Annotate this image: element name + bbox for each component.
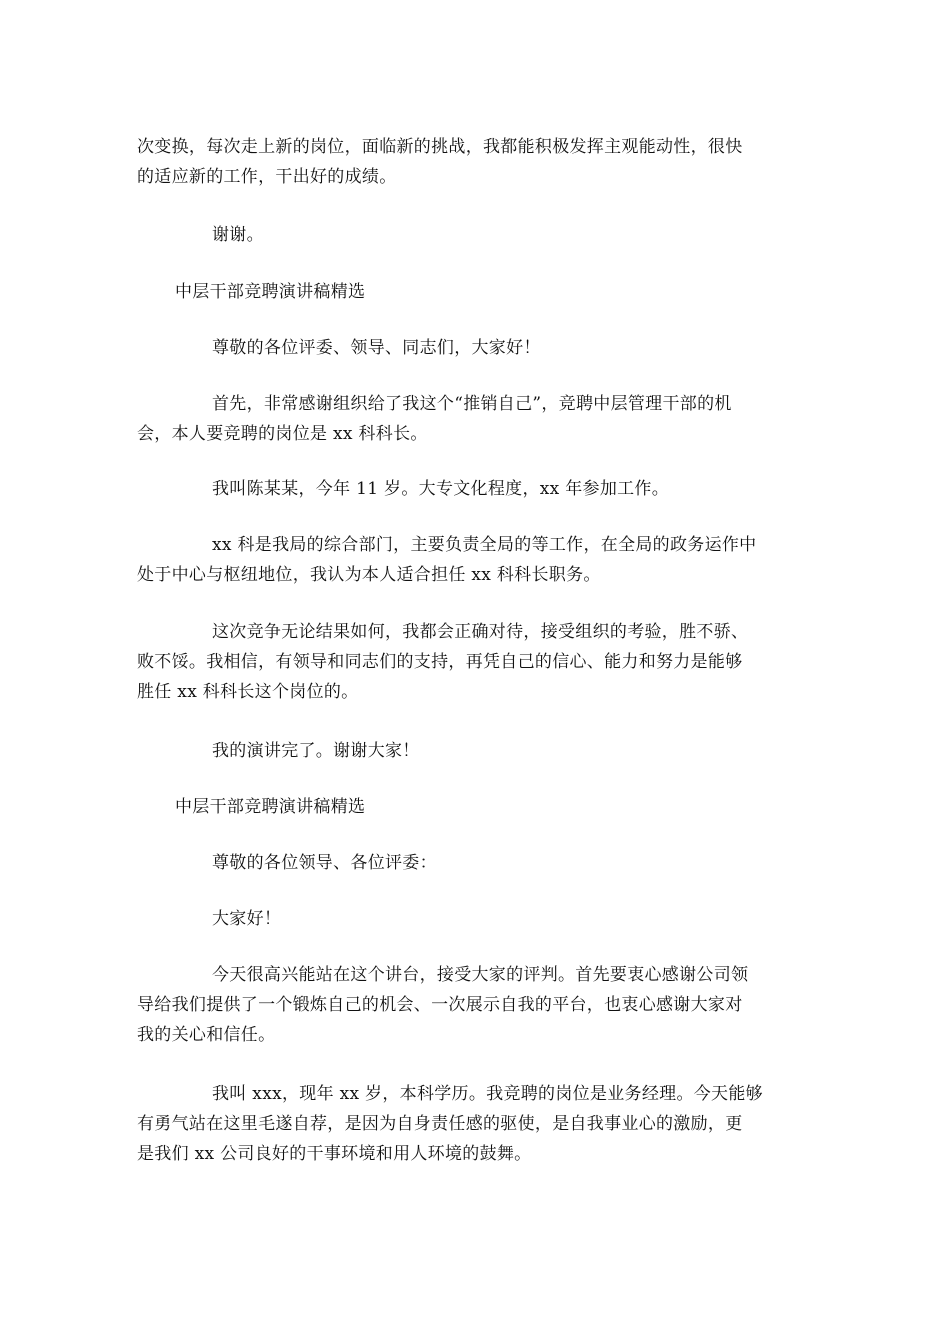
text-line: 会，本人要竞聘的岗位是 xx 科科长。 xyxy=(137,424,428,444)
text-line: 这次竞争无论结果如何，我都会正确对待，接受组织的考验，胜不骄、 xyxy=(212,622,749,642)
text-line: 是我们 xx 公司良好的干事环境和用人环境的鼓舞。 xyxy=(137,1144,532,1164)
section-heading xyxy=(175,792,775,822)
paragraph xyxy=(137,474,813,504)
text-line: 尊敬的各位领导、各位评委： xyxy=(212,853,437,873)
paragraph xyxy=(137,904,813,934)
text-line: 次变换，每次走上新的岗位，面临新的挑战，我都能积极发挥主观能动性，很快 xyxy=(137,137,743,157)
text-line: 导给我们提供了一个锻炼自己的机会、一次展示自我的平台，也衷心感谢大家对 xyxy=(137,995,743,1015)
text-line: 我的关心和信任。 xyxy=(137,1025,276,1045)
section-heading xyxy=(175,277,775,307)
paragraph xyxy=(137,848,813,878)
paragraph xyxy=(137,220,813,250)
paragraph xyxy=(137,132,813,192)
text-line: 谢谢。 xyxy=(212,225,264,245)
text-line: 大家好！ xyxy=(212,909,282,929)
text-line: 尊敬的各位评委、领导、同志们，大家好！ xyxy=(212,338,541,358)
text-line: xx 科是我局的综合部门，主要负责全局的等工作，在全局的政务运作中 xyxy=(212,535,757,555)
paragraph xyxy=(137,1079,813,1169)
paragraph xyxy=(137,333,813,363)
text-line: 处于中心与枢纽地位，我认为本人适合担任 xx 科科长职务。 xyxy=(137,565,601,585)
text-line: 我叫 xxx，现年 xx 岁，本科学历。我竞聘的岗位是业务经理。今天能够 xyxy=(212,1084,763,1104)
paragraph xyxy=(137,736,813,766)
text-line: 中层干部竞聘演讲稿精选 xyxy=(175,282,366,302)
paragraph xyxy=(137,389,813,449)
text-line: 有勇气站在这里毛遂自荐，是因为自身责任感的驱使，是自我事业心的激励，更 xyxy=(137,1114,743,1134)
text-line: 的适应新的工作，干出好的成绩。 xyxy=(137,167,397,187)
text-line: 中层干部竞聘演讲稿精选 xyxy=(175,797,366,817)
text-line: 胜任 xx 科科长这个岗位的。 xyxy=(137,682,359,702)
paragraph xyxy=(137,960,813,1050)
text-line: 败不馁。我相信，有领导和同志们的支持，再凭自己的信心、能力和努力是能够 xyxy=(137,652,743,672)
paragraph xyxy=(137,617,813,707)
text-line: 我的演讲完了。谢谢大家！ xyxy=(212,741,420,761)
text-line: 首先，非常感谢组织给了我这个“推销自己”，竞聘中层管理干部的机 xyxy=(212,394,732,414)
text-line: 今天很高兴能站在这个讲台，接受大家的评判。首先要衷心感谢公司领 xyxy=(212,965,749,985)
paragraph xyxy=(137,530,813,590)
text-line: 我叫陈某某，今年 11 岁。大专文化程度，xx 年参加工作。 xyxy=(212,479,670,499)
